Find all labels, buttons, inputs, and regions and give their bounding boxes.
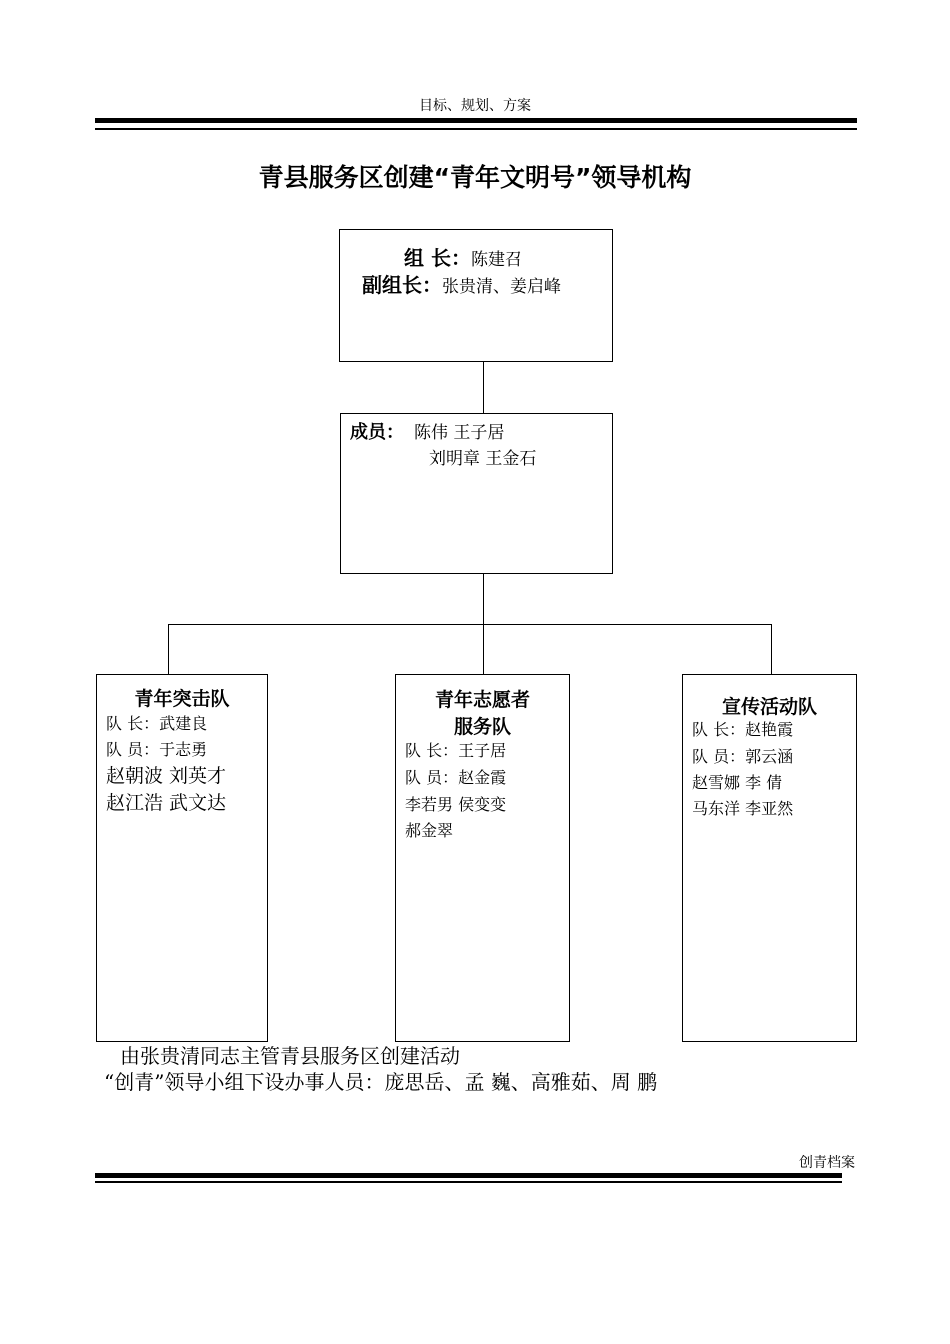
team-member-extra1: 李若男 侯变变 (405, 795, 507, 814)
leader-name: 陈建召 (470, 250, 522, 270)
footer-note-line1: 由张贵清同志主管青县服务区创建活动 (120, 1044, 460, 1068)
page-title: 青县服务区创建“青年文明号”领导机构 (258, 163, 692, 192)
header-text: 目标、规划、方案 (419, 98, 531, 114)
team-box-assault (96, 674, 268, 1042)
members-line2: 刘明章 王金石 (429, 449, 537, 469)
footer-rule-thin (95, 1181, 842, 1183)
leader-label: 组 长： (404, 246, 471, 270)
footer-rule-thick (95, 1173, 842, 1178)
header-rule-thick (95, 118, 857, 123)
team-member-row (106, 737, 207, 763)
team-captain-row (692, 717, 793, 743)
connector-team3 (771, 624, 772, 674)
member-name: 郭云涵 (745, 747, 794, 766)
team-member-row (692, 744, 793, 770)
captain-label: 队 长： (692, 720, 746, 739)
members-box (340, 413, 613, 574)
team-member-extra1: 赵雪娜 李 倩 (692, 773, 783, 792)
member-name: 赵金霞 (458, 768, 507, 787)
members-line1: 陈伟 王子居 (414, 423, 505, 443)
leader-row (404, 242, 522, 271)
team-captain-row (106, 711, 207, 737)
captain-name: 赵艳霞 (745, 720, 794, 739)
captain-name: 武建良 (159, 714, 208, 733)
team-box-volunteer (395, 674, 570, 1042)
team-member-extra2: 马东洋 李亚然 (692, 799, 794, 818)
deputy-names: 张贵清、姜启峰 (442, 277, 561, 297)
captain-name: 王子居 (458, 741, 507, 760)
member-label: 队 员： (405, 768, 459, 787)
team-member-row (405, 765, 506, 791)
connector-team1 (168, 624, 169, 674)
team-name-line2: 服务队 (453, 716, 511, 738)
member-name: 于志勇 (159, 740, 208, 759)
deputy-row (362, 269, 561, 298)
members-row1 (350, 418, 504, 444)
captain-label: 队 长： (106, 714, 160, 733)
team-captain-row (405, 738, 506, 764)
deputy-label: 副组长： (362, 273, 442, 297)
team-member-extra2: 赵江浩 武文达 (106, 792, 227, 814)
team-box-publicity (682, 674, 857, 1042)
team-name: 宣传活动队 (721, 696, 817, 718)
captain-label: 队 长： (405, 741, 459, 760)
member-label: 队 员： (106, 740, 160, 759)
header-rule-thin (95, 128, 857, 130)
team-name: 青年突击队 (134, 688, 230, 710)
connector-leader-members (483, 361, 484, 414)
footer-text: 创青档案 (799, 1155, 855, 1171)
team-member-extra1: 赵朝波 刘英才 (106, 765, 227, 787)
team-member-extra2: 郝金翠 (405, 821, 454, 840)
member-label: 队 员： (692, 747, 746, 766)
footer-note-line2: “创青”领导小组下设办事人员：庞思岳、孟 巍、高雅茹、周 鹏 (104, 1070, 658, 1094)
members-label: 成员： (350, 422, 404, 443)
team-name-line1: 青年志愿者 (434, 689, 530, 711)
connector-horizontal (168, 624, 772, 625)
leader-box (339, 229, 613, 362)
